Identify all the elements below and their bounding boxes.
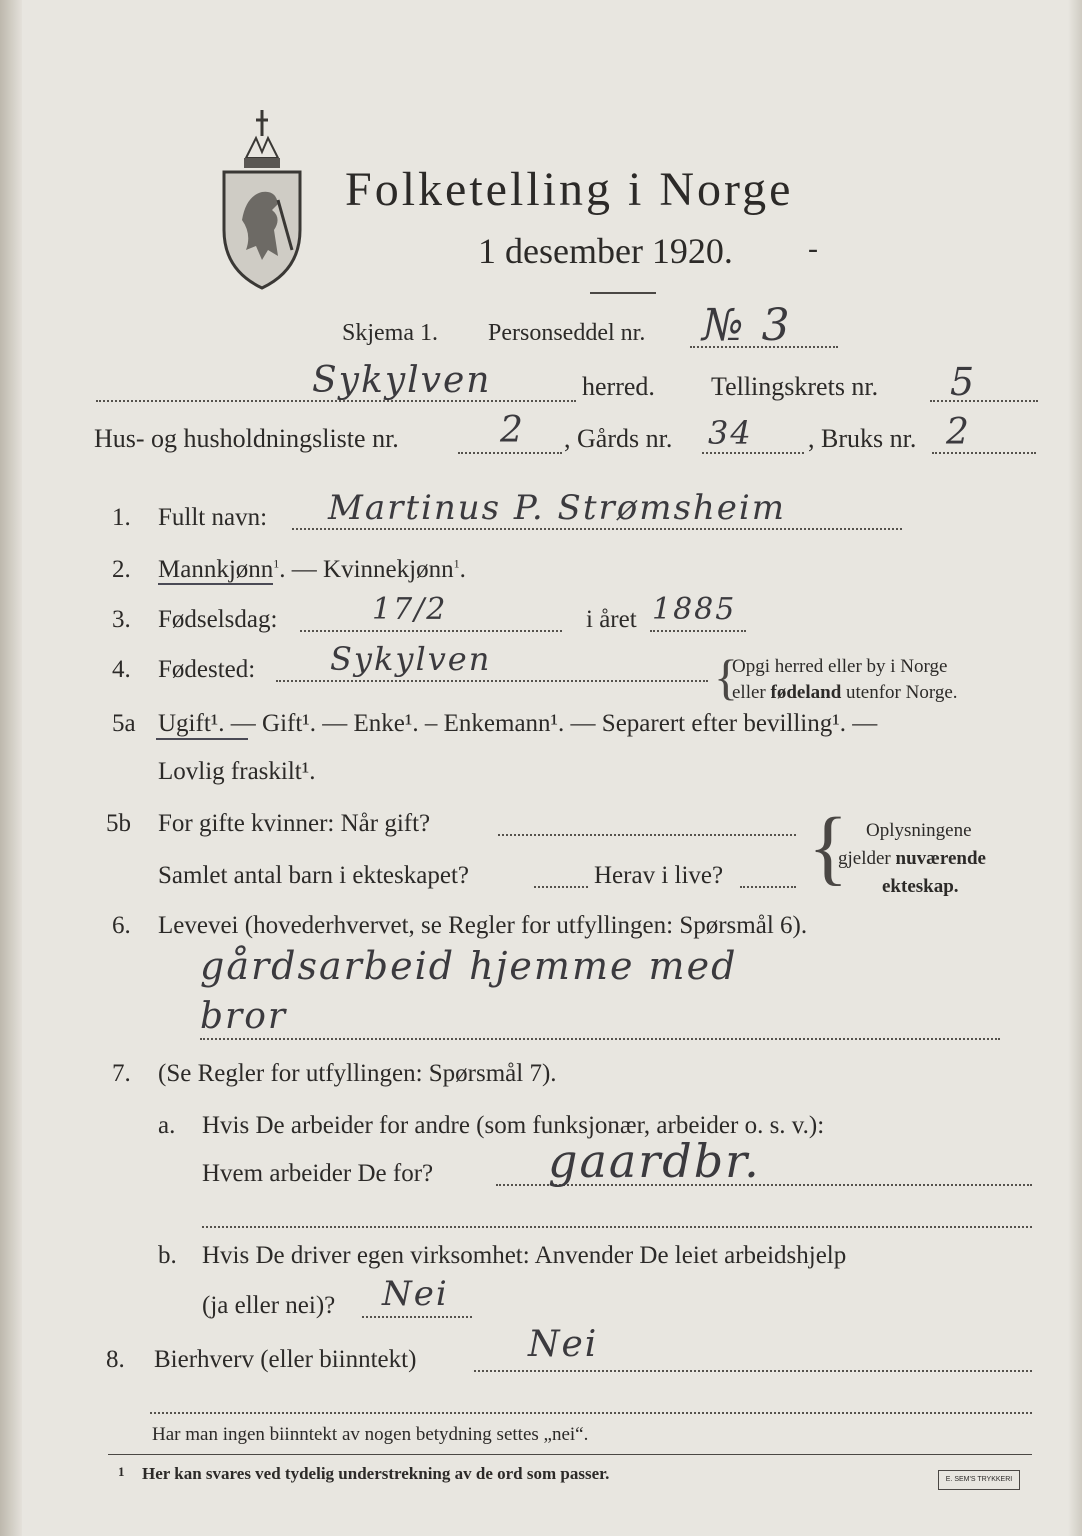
q5a-number: 5a — [112, 710, 136, 737]
q4-note-brace: { — [714, 649, 738, 705]
q7b-value: Nei — [382, 1274, 449, 1314]
q5b-note-line1: Oplysningene — [866, 820, 972, 841]
q7b-answer-line — [362, 1316, 472, 1318]
q4-note-line2 — [732, 682, 958, 704]
footnote-text: Her kan svares ved tydelig understrekning av de ord som passer. — [142, 1464, 610, 1483]
husliste-line — [458, 452, 562, 454]
q2-end: . — [459, 556, 466, 583]
q4-note-line1: Opgi herred eller by i Norge — [732, 656, 948, 677]
footnote-rule — [108, 1454, 1032, 1455]
q4-note-b: fødeland — [770, 682, 842, 703]
q7a-extra-line — [202, 1226, 1032, 1228]
q4-label: Fødested: — [158, 656, 256, 683]
q5b-line1: For gifte kvinner: Når gift? — [158, 810, 431, 837]
q2-number: 2. — [112, 556, 131, 583]
tellingskrets-value: 5 — [950, 360, 977, 404]
q8-number: 8. — [106, 1346, 125, 1373]
q3-year-line — [650, 630, 746, 632]
q6-label: Levevei (hovederhvervet, se Regler for utfyllingen: Spørsmål 6). — [158, 912, 808, 939]
q3-value: 17/2 — [372, 592, 448, 627]
q1-number: 1. — [112, 504, 131, 531]
q4-number: 4. — [112, 656, 131, 683]
bruks-label: , Bruks nr. — [808, 424, 917, 453]
personseddel-label: Personseddel nr. — [488, 320, 646, 346]
census-date: 1 desember 1920. — [478, 231, 733, 271]
husliste-value: 2 — [500, 410, 525, 451]
q5b-note-c: ekteskap. — [882, 876, 959, 897]
q3-year-value: 1885 — [652, 592, 737, 627]
q5b-alive-line — [740, 886, 796, 888]
q5b-note-a: gjelder — [838, 848, 896, 869]
herred-value: Sykylven — [312, 360, 492, 401]
gards-line — [702, 452, 804, 454]
q2-kvinne-option: . — Kvinnekjønn — [279, 556, 454, 583]
q6-line — [200, 1038, 1000, 1040]
herred-label: herred. — [582, 372, 655, 401]
q6-value-line2: bror — [200, 996, 288, 1037]
q4-value: Sykylven — [330, 640, 492, 678]
q5b-when-line — [498, 834, 796, 836]
q4-note-c: utenfor Norge. — [841, 682, 958, 703]
q5b-note-b: nuværende — [895, 848, 986, 869]
q4-line — [276, 680, 708, 682]
q3-year-label: i året — [586, 606, 637, 633]
q5b-note-line2 — [838, 848, 986, 870]
q7b-letter: b. — [158, 1242, 177, 1269]
q5a-line1: Ugift¹. — Gift¹. — Enke¹. – Enkemann¹. — Separert efter bevilling¹. — — [158, 710, 878, 737]
date-mark: - — [808, 232, 818, 265]
q1-line — [292, 528, 902, 530]
q2-sup-1: 1 — [273, 556, 280, 571]
q5b-number: 5b — [106, 810, 131, 837]
q7a-letter: a. — [158, 1112, 176, 1139]
q8-value: Nei — [528, 1324, 599, 1365]
coat-of-arms-icon — [212, 100, 312, 300]
q7-label: (Se Regler for utfyllingen: Spørsmål 7). — [158, 1060, 557, 1087]
husliste-label: Hus- og husholdningsliste nr. — [94, 424, 399, 453]
q2-sup-2: 1 — [453, 556, 460, 571]
q3-line — [300, 630, 562, 632]
q5a-line2: Lovlig fraskilt¹. — [158, 758, 316, 785]
q5a-ugift-underline — [156, 738, 248, 740]
q5b-line2b: Herav i live? — [594, 862, 724, 889]
form-title: Folketelling i Norge — [345, 163, 794, 216]
q7-number: 7. — [112, 1060, 131, 1087]
title-rule — [590, 292, 656, 294]
q5b-children-line — [534, 886, 588, 888]
q7a-value: gaardbr. — [548, 1134, 761, 1188]
gards-label: , Gårds nr. — [564, 424, 673, 453]
q7b-line1: Hvis De driver egen virksomhet: Anvender De leiet arbeidshjelp — [202, 1242, 847, 1269]
q8-label: Bierhverv (eller biinntekt) — [154, 1346, 417, 1373]
q3-label: Fødselsdag: — [158, 606, 278, 633]
tellingskrets-line — [930, 400, 1038, 402]
q3-number: 3. — [112, 606, 131, 633]
gards-value: 34 — [708, 414, 753, 452]
footnote-number: 1 — [118, 1464, 125, 1479]
q5b-note-line3 — [882, 876, 959, 898]
printer-stamp: E. SEM'S TRYKKERI — [938, 1470, 1020, 1490]
q1-value: Martinus P. Strømsheim — [328, 488, 787, 528]
q8-answer-line — [474, 1370, 1032, 1372]
bruks-value: 2 — [946, 412, 971, 453]
q1-label: Fullt navn: — [158, 504, 268, 531]
personseddel-value: № 3 — [702, 300, 792, 351]
q6-number: 6. — [112, 912, 131, 939]
q2-mann-option: Mannkjønn — [158, 556, 274, 583]
q5b-note-brace: { — [808, 801, 849, 894]
footer-note: Har man ingen biinntekt av nogen betydning settes „nei“. — [152, 1424, 589, 1445]
q7a-line2: Hvem arbeider De for? — [202, 1160, 434, 1187]
tellingskrets-label: Tellingskrets nr. — [711, 372, 879, 401]
schema-label: Skjema 1. — [342, 320, 438, 346]
q4-note-a: eller — [732, 682, 771, 703]
q5b-line2a: Samlet antal barn i ekteskapet? — [158, 862, 469, 889]
q7a-line1: Hvis De arbeider for andre (som funksjonær, arbeider o. s. v.): — [202, 1112, 825, 1139]
q6-value-line1: gårdsarbeid hjemme med — [200, 944, 738, 988]
q8-extra-line — [150, 1412, 1032, 1414]
q7b-line2: (ja eller nei)? — [202, 1292, 336, 1319]
q2-text — [158, 556, 466, 584]
